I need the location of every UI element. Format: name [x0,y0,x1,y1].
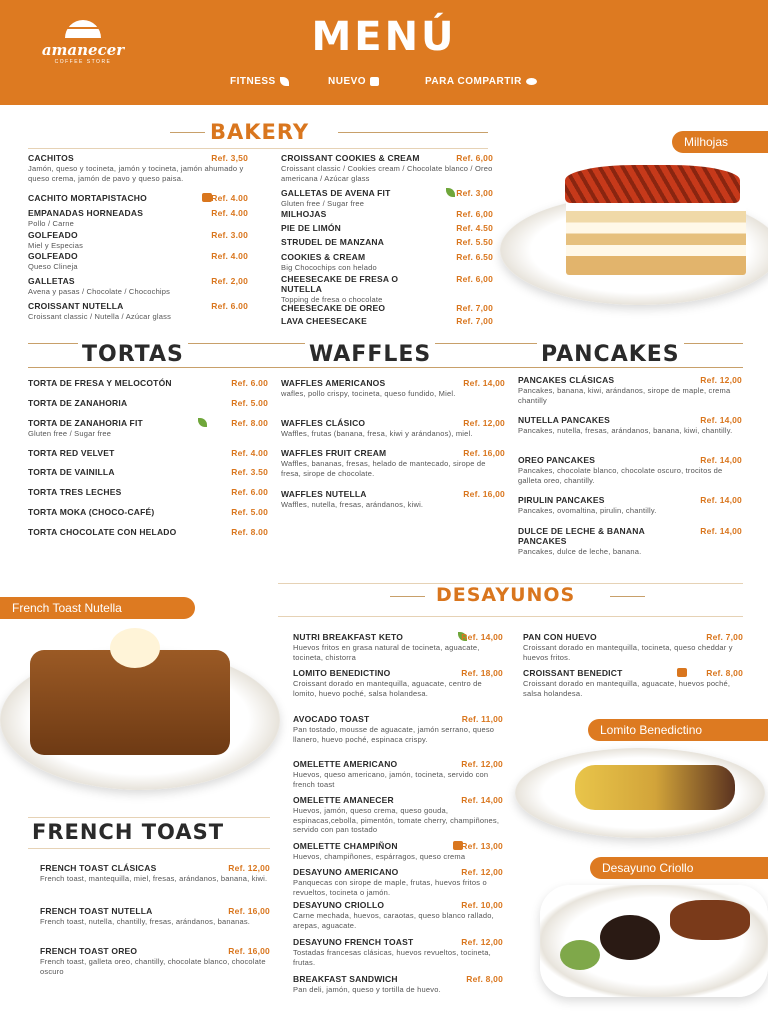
menu-item [28,378,268,388]
menu-item [40,863,270,884]
item-description: wafles, pollo crispy, tocineta, queso fundido, Miel. [281,389,456,398]
item-name: GALLETAS DE AVENA FIT [281,188,391,198]
item-description: Queso Clineja [28,262,78,271]
menu-item [293,795,503,835]
menu-item [28,301,248,322]
item-description: Panquecas con sirope de maple, frutas, huevos fritos o revueltos, tocineta o jamón. [293,878,487,897]
item-price: Ref. 4.00 [211,208,248,218]
item-name: NUTRI BREAKFAST KETO [293,632,404,642]
item-name: TORTA MOKA (CHOCO-CAFÉ) [28,507,155,517]
item-price: Ref. 16,00 [228,906,270,916]
item-price: Ref. 14,00 [461,632,503,642]
item-description: Croissant classic / Cookies cream / Chocolate blanco / Oreo americana / Azúcar glass [281,164,493,183]
menu-item [293,841,503,862]
item-name: TORTA CHOCOLATE CON HELADO [28,527,177,537]
item-name: CACHITOS [28,153,74,163]
legend-label: NUEVO [328,76,367,87]
logo-subtitle: COFFEE STORE [54,59,112,65]
item-description: Huevos, jamón, queso crema, queso gouda, espinacas,cebolla, pimentón, tomate cherry, champiñones, servido con pan tostado [293,806,500,834]
photo-tag-criollo: Desayuno Criollo [590,857,768,879]
divider [610,596,645,597]
item-description: Big Chocochips con helado [281,263,377,272]
item-name: TORTA DE ZANAHORIA FIT [28,418,143,428]
item-description: Waffles, bananas, fresas, helado de mantecado, sirope de fresa, sirope de chocolate. [281,459,486,478]
item-price: Ref. 12,00 [228,863,270,873]
menu-header [0,0,768,105]
menu-item [281,209,493,219]
item-price: Ref. 16,00 [463,489,505,499]
leaf-icon [280,77,289,86]
item-price: Ref. 16,00 [463,448,505,458]
item-description: Waffles, frutas (banana, fresa, kiwi y arándanos), miel. [281,429,473,438]
item-price: Ref. 8.00 [231,527,268,537]
item-name: TORTA TRES LECHES [28,487,122,497]
menu-item [518,455,742,485]
item-price: Ref. 3.00 [211,230,248,240]
item-name: LOMITO BENEDICTINO [293,668,391,678]
menu-item [40,906,270,927]
item-name: DESAYUNO CRIOLLO [293,900,385,910]
beans [600,915,660,960]
item-price: Ref. 4.00 [231,448,268,458]
section-title-french-toast: FRENCH TOAST [32,820,225,844]
item-price: Ref. 12,00 [463,418,505,428]
item-name: FRENCH TOAST OREO [40,946,138,956]
avocado [560,940,600,970]
item-name: TORTA DE FRESA Y MELOCOTÓN [28,378,172,388]
item-price: Ref. 5.00 [231,398,268,408]
item-name: STRUDEL DE MANZANA [281,237,385,247]
item-description: Carne mechada, huevos, caraotas, queso blanco rallado, arepas, aguacate. [293,911,494,930]
people-icon [526,78,537,85]
item-description: Pancakes, banana, kiwi, arándanos, sirope de maple, crema chantilly [518,386,731,405]
item-name: GOLFEADO [28,251,78,261]
legend-fitness [230,76,289,87]
menu-item [281,448,505,478]
menu-item [518,495,742,516]
menu-item [293,974,503,995]
divider [278,616,743,617]
item-price: Ref. 11,00 [461,714,503,724]
menu-item [28,193,248,203]
menu-item [281,303,493,313]
menu-item [281,418,505,439]
menu-item [28,153,248,183]
item-name: CROISSANT NUTELLA [28,301,124,311]
photo-tag-milhojas: Milhojas [672,131,768,153]
item-price: Ref. 14,00 [700,526,742,536]
item-name: WAFFLES AMERICANOS [281,378,386,388]
menu-item [518,526,742,557]
section-title-waffles: WAFFLES [305,342,435,367]
item-name: TORTA DE VAINILLA [28,467,115,477]
leaf-icon [198,418,207,427]
menu-item [28,487,268,497]
item-name: TORTA DE ZANAHORIA [28,398,128,408]
menu-item [281,223,493,233]
item-name: CACHITO MORTAPISTACHO [28,193,147,203]
item-description: French toast, nutella, chantilly, fresas, arándanos, bananas. [40,917,251,926]
item-price: Ref. 12,00 [461,937,503,947]
item-description: Croissant dorado en mantequilla, aguacate, centro de lomito, huevo poché, salsa holandesa. [293,679,482,698]
legend-label: PARA COMPARTIR [425,76,522,87]
menu-item [281,274,493,305]
item-price: Ref. 6,00 [456,274,493,284]
item-name: OREO PANCAKES [518,455,596,465]
menu-item [28,448,268,458]
menu-item [281,153,493,183]
item-price: Ref. 6.00 [231,378,268,388]
item-name: DESAYUNO FRENCH TOAST [293,937,414,947]
item-price: Ref. 6.00 [211,301,248,311]
item-name: COOKIES & CREAM [281,252,366,262]
section-title-desayunos: DESAYUNOS [436,584,576,606]
item-name: OMELETTE AMERICANO [293,759,398,769]
item-price: Ref. 16,00 [228,946,270,956]
item-price: Ref. 14,00 [700,415,742,425]
lomito-food [575,765,735,810]
milhojas-topping [565,165,740,203]
legend-nuevo [328,76,379,87]
menu-item [28,398,268,408]
item-name: AVOCADO TOAST [293,714,370,724]
menu-item [518,375,742,405]
item-price: Ref. 18,00 [461,668,503,678]
item-name: LAVA CHEESECAKE [281,316,367,326]
item-name: GALLETAS [28,276,75,286]
item-description: Pollo / Carne [28,219,74,228]
item-name: DULCE DE LECHE & BANANA PANCAKES [518,526,645,546]
item-description: Avena y pasas / Chocolate / Chocochips [28,287,171,296]
item-price: Ref. 7,00 [706,632,743,642]
menu-item [28,230,248,251]
item-description: Croissant classic / Nutella / Azúcar glass [28,312,172,321]
menu-item [28,251,248,272]
section-title-bakery: BAKERY [210,120,310,144]
item-price: Ref. 3.50 [231,467,268,477]
item-description: Waffles, nutella, fresas, arándanos, kiwi. [281,500,424,509]
divider [170,132,205,133]
item-price: Ref. 6,00 [456,209,493,219]
item-price: Ref. 5.00 [231,507,268,517]
menu-item [281,252,493,273]
item-price: Ref. 13,00 [461,841,503,851]
item-name: NUTELLA PANCAKES [518,415,610,425]
shredded-beef [670,900,750,940]
item-description: Pancakes, ovomaltina, pirulin, chantilly. [518,506,657,515]
item-price: Ref. 2,00 [211,276,248,286]
item-price: Ref. 12,00 [700,375,742,385]
item-price: Ref. 8.00 [231,418,268,428]
item-name: CHEESECAKE DE FRESA O NUTELLA [281,274,399,294]
menu-item [523,632,743,662]
menu-item [293,900,503,930]
chat-icon [677,668,687,677]
item-name: FRENCH TOAST NUTELLA [40,906,153,916]
photo-tag-french-toast-nutella: French Toast Nutella [0,597,195,619]
item-name: WAFFLES CLÁSICO [281,418,366,428]
item-name: MILHOJAS [281,209,327,219]
divider [338,132,488,133]
item-price: Ref. 3,50 [211,153,248,163]
item-price: Ref. 4.00 [211,251,248,261]
menu-item [293,759,503,789]
legend-label: FITNESS [230,76,276,87]
menu-item [281,237,493,247]
item-price: Ref. 8,00 [706,668,743,678]
leaf-icon [446,188,455,197]
item-price: Ref. 6.00 [231,487,268,497]
item-description: French toast, mantequilla, miel, fresas, arándanos, banana, kiwi. [40,874,268,883]
item-price: Ref. 7,00 [456,316,493,326]
menu-item [28,527,268,537]
item-description: Jamón, queso y tocineta, jamón y tocineta, jamón ahumado y queso crema, jamón de pavo y queso paisa. [28,164,244,183]
menu-item [28,467,268,477]
item-name: CROISSANT BENEDICT [523,668,623,678]
divider [28,148,488,149]
item-description: Pancakes, nutella, fresas, arándanos, banana, kiwi, chantilly. [518,426,733,435]
menu-item [28,208,248,229]
menu-item [523,668,743,698]
photo-tag-lomito: Lomito Benedictino [588,719,768,741]
item-price: Ref. 4.50 [456,223,493,233]
menu-item [281,316,493,326]
item-price: Ref. 6.50 [456,252,493,262]
menu-item [28,418,268,439]
menu-item [293,937,503,967]
item-price: Ref. 14,00 [700,455,742,465]
item-name: PAN CON HUEVO [523,632,597,642]
menu-item [40,946,270,976]
item-name: FRENCH TOAST CLÁSICAS [40,863,157,873]
item-description: Gluten free / Sugar free [281,199,365,208]
item-name: PANCAKES CLÁSICAS [518,375,615,385]
divider [28,817,270,818]
item-description: Croissant dorado en mantequilla, aguacate, huevos poché, salsa holandesa. [523,679,731,698]
menu-item [281,378,505,399]
item-description: French toast, galleta oreo, chantilly, chocolate blanco, chocolate oscuro [40,957,266,976]
item-name: WAFFLES FRUIT CREAM [281,448,387,458]
item-name: DESAYUNO AMERICANO [293,867,399,877]
item-price: Ref. 12,00 [461,867,503,877]
logo-name: amanecer [41,41,125,59]
menu-item [293,714,503,744]
section-title-pancakes: PANCAKES [537,342,684,367]
item-name: PIRULIN PANCAKES [518,495,605,505]
milhojas-cake [566,200,746,275]
menu-item [28,507,268,517]
menu-item [293,668,503,698]
item-price: Ref. 14,00 [700,495,742,505]
item-price: Ref. 14,00 [463,378,505,388]
item-price: Ref. 5.50 [456,237,493,247]
menu-item [293,867,503,897]
item-name: WAFFLES NUTELLA [281,489,367,499]
item-description: Croissant dorado en mantequilla, tocineta, queso cheddar y huevos fritos. [523,643,733,662]
menu-item [518,415,742,436]
divider [28,367,743,368]
cream-topping [110,628,160,668]
item-price: Ref. 8,00 [466,974,503,984]
item-price: Ref. 4.00 [211,193,248,203]
item-description: Miel y Especias [28,241,84,250]
menu-item [293,632,503,662]
item-description: Pancakes, dulce de leche, banana. [518,547,642,556]
legend-compartir [425,76,537,87]
item-name: EMPANADAS HORNEADAS [28,208,144,218]
menu-title: MENÚ [311,14,457,60]
chat-icon [370,77,379,86]
item-description: Pan tostado, mousse de aguacate, jamón serrano, queso llanero, huevo poché, espinaca crispy. [293,725,495,744]
item-name: GOLFEADO [28,230,78,240]
item-price: Ref. 14,00 [461,795,503,805]
menu-item [28,276,248,297]
item-price: Ref. 3,00 [456,188,493,198]
section-title-tortas: TORTAS [78,342,188,367]
item-price: Ref. 10,00 [461,900,503,910]
divider [28,848,270,849]
item-description: Huevos, queso americano, jamón, tocineta, servido con french toast [293,770,489,789]
item-name: CHEESECAKE DE OREO [281,303,386,313]
item-name: CROISSANT COOKIES & CREAM [281,153,420,163]
menu-item [281,489,505,510]
divider [390,596,425,597]
item-description: Pan deli, jamón, queso y tortilla de huevo. [293,985,441,994]
item-description: Huevos, champiñones, espárragos, queso crema [293,852,466,861]
item-price: Ref. 7,00 [456,303,493,313]
item-price: Ref. 12,00 [461,759,503,769]
menu-item [281,188,493,209]
item-name: OMELETTE AMANECER [293,795,394,805]
item-name: PIE DE LIMÓN [281,223,342,233]
item-name: TORTA RED VELVET [28,448,115,458]
item-price: Ref. 6,00 [456,153,493,163]
item-description: Huevos fritos en grasa natural de tocineta, aguacate, tocineta, chistorra [293,643,480,662]
item-description: Tostadas francesas clásicas, huevos revueltos, tocineta, frutas. [293,948,491,967]
item-name: BREAKFAST SANDWICH [293,974,398,984]
item-description: Gluten free / Sugar free [28,429,112,438]
item-description: Pancakes, chocolate blanco, chocolate oscuro, trocitos de galleta oreo, chantilly. [518,466,723,485]
item-name: OMELETTE CHAMPIÑON [293,841,398,851]
item-description: Topping de fresa o chocolate [281,295,383,304]
